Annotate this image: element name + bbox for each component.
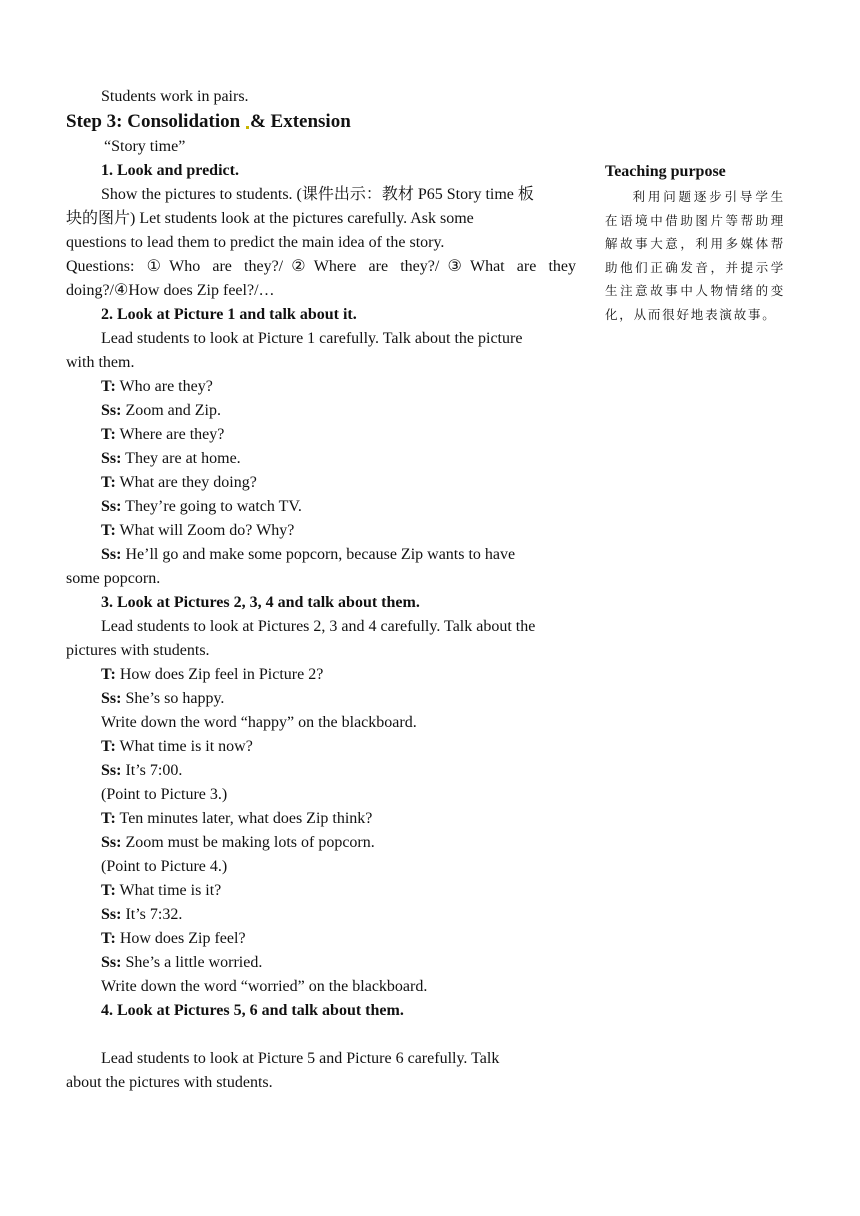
dialogue-line: [66, 687, 576, 711]
dialogue-text: They are at home.: [125, 450, 241, 467]
speaker-label: T:: [101, 738, 116, 755]
speaker-label: Ss:: [101, 402, 122, 419]
dialogue-text: Where are they?: [119, 426, 225, 443]
dialogue-line: [66, 735, 576, 759]
dialogue-text: It’s 7:32.: [125, 906, 183, 923]
text-line: (Point to Picture 4.): [101, 858, 228, 875]
text-line: Lead students to look at Picture 5 and Picture 6 carefully. Talk: [101, 1050, 500, 1067]
dialogue-text: What are they doing?: [119, 474, 257, 491]
sub-heading: 2. Look at Picture 1 and talk about it.: [101, 306, 357, 323]
edit-mark: [246, 126, 249, 129]
speaker-label: T:: [101, 474, 116, 491]
dialogue-line: [66, 807, 576, 831]
dialogue-line: [66, 927, 576, 951]
sub-heading: 4. Look at Pictures 5, 6 and talk about them.: [101, 1002, 404, 1019]
speaker-label: Ss:: [101, 834, 122, 851]
dialogue-text: What time is it now?: [119, 738, 253, 755]
text-line: Questions: ①Who are they?/②Where are they?/③What are they: [66, 258, 576, 275]
speaker-label: T:: [101, 378, 116, 395]
dialogue-text: She’s so happy.: [125, 690, 225, 707]
dialogue-text: They’re going to watch TV.: [125, 498, 302, 515]
dialogue-text: Who are they?: [119, 378, 213, 395]
text-line: 块的图片) Let students look at the pictures carefully. Ask some: [66, 210, 474, 227]
text-line: Write down the word “happy” on the blackboard.: [101, 714, 417, 731]
dialogue-text: It’s 7:00.: [125, 762, 183, 779]
teaching-purpose-sidebar: [605, 160, 785, 326]
dialogue-line: [66, 447, 576, 471]
step-title-rest: & Extension: [249, 111, 351, 132]
text-line: Lead students to look at Pictures 2, 3 and 4 carefully. Talk about the: [101, 618, 536, 635]
dialogue-text: How does Zip feel?: [119, 930, 246, 947]
speaker-label: T:: [101, 930, 116, 947]
text-line: Lead students to look at Picture 1 carefully. Talk about the picture: [101, 330, 523, 347]
text-line: Show the pictures to students. (课件出示：教材 P65 Story time 板: [101, 186, 534, 203]
dialogue-line: [66, 663, 576, 687]
speaker-label: T:: [101, 810, 116, 827]
dialogue-line: [66, 399, 576, 423]
sidebar-title: Teaching purpose: [605, 163, 726, 180]
dialogue-line: [66, 519, 576, 543]
text-line: about the pictures with students.: [66, 1074, 273, 1091]
main-column: [66, 85, 576, 1095]
text-line: pictures with students.: [66, 642, 210, 659]
step-heading: [66, 109, 576, 135]
step-title: Step 3: Consolidation: [66, 111, 241, 132]
text-line: “Story time”: [104, 138, 186, 155]
speaker-label: Ss:: [101, 498, 122, 515]
dialogue-text: Zoom must be making lots of popcorn.: [125, 834, 375, 851]
speaker-label: Ss:: [101, 690, 122, 707]
dialogue-text: What time is it?: [119, 882, 222, 899]
dialogue-text: How does Zip feel in Picture 2?: [119, 666, 324, 683]
dialogue-text: She’s a little worried.: [125, 954, 263, 971]
text-line: questions to lead them to predict the main idea of the story.: [66, 234, 445, 251]
text-line: (Point to Picture 3.): [101, 786, 228, 803]
dialogue-line: [66, 831, 576, 855]
dialogue-line: [66, 903, 576, 927]
speaker-label: Ss:: [101, 954, 122, 971]
dialogue-line: [66, 375, 576, 399]
dialogue-line: [66, 495, 576, 519]
speaker-label: T:: [101, 426, 116, 443]
dialogue-text: Zoom and Zip.: [125, 402, 221, 419]
dialogue-line: [66, 471, 576, 495]
sub-heading: 3. Look at Pictures 2, 3, 4 and talk about them.: [101, 594, 420, 611]
speaker-label: Ss:: [101, 762, 122, 779]
dialogue-line: [66, 543, 576, 567]
dialogue-line: [66, 951, 576, 975]
sidebar-body: 利用问题逐步引导学生在语境中借助图片等帮助理解故事大意，利用多媒体帮助他们正确发音，并提示学生注意故事中人物情绪的变化，从而很好地表演故事。: [605, 189, 785, 322]
dialogue-line: [66, 879, 576, 903]
text-line: with them.: [66, 354, 135, 371]
text-line: some popcorn.: [66, 570, 161, 587]
dialogue-text: He’ll go and make some popcorn, because Zip wants to have: [125, 546, 516, 563]
speaker-label: Ss:: [101, 546, 122, 563]
blank-line: [66, 1023, 576, 1047]
text-line: Write down the word “worried” on the blackboard.: [101, 978, 428, 995]
speaker-label: Ss:: [101, 450, 122, 467]
speaker-label: T:: [101, 666, 116, 683]
sub-heading: 1. Look and predict.: [101, 162, 239, 179]
speaker-label: T:: [101, 522, 116, 539]
speaker-label: T:: [101, 882, 116, 899]
dialogue-line: [66, 759, 576, 783]
text-line: Students work in pairs.: [101, 88, 249, 105]
speaker-label: Ss:: [101, 906, 122, 923]
dialogue-text: What will Zoom do? Why?: [119, 522, 295, 539]
text-line: doing?/④How does Zip feel?/…: [66, 282, 275, 299]
dialogue-line: [66, 423, 576, 447]
dialogue-text: Ten minutes later, what does Zip think?: [119, 810, 373, 827]
